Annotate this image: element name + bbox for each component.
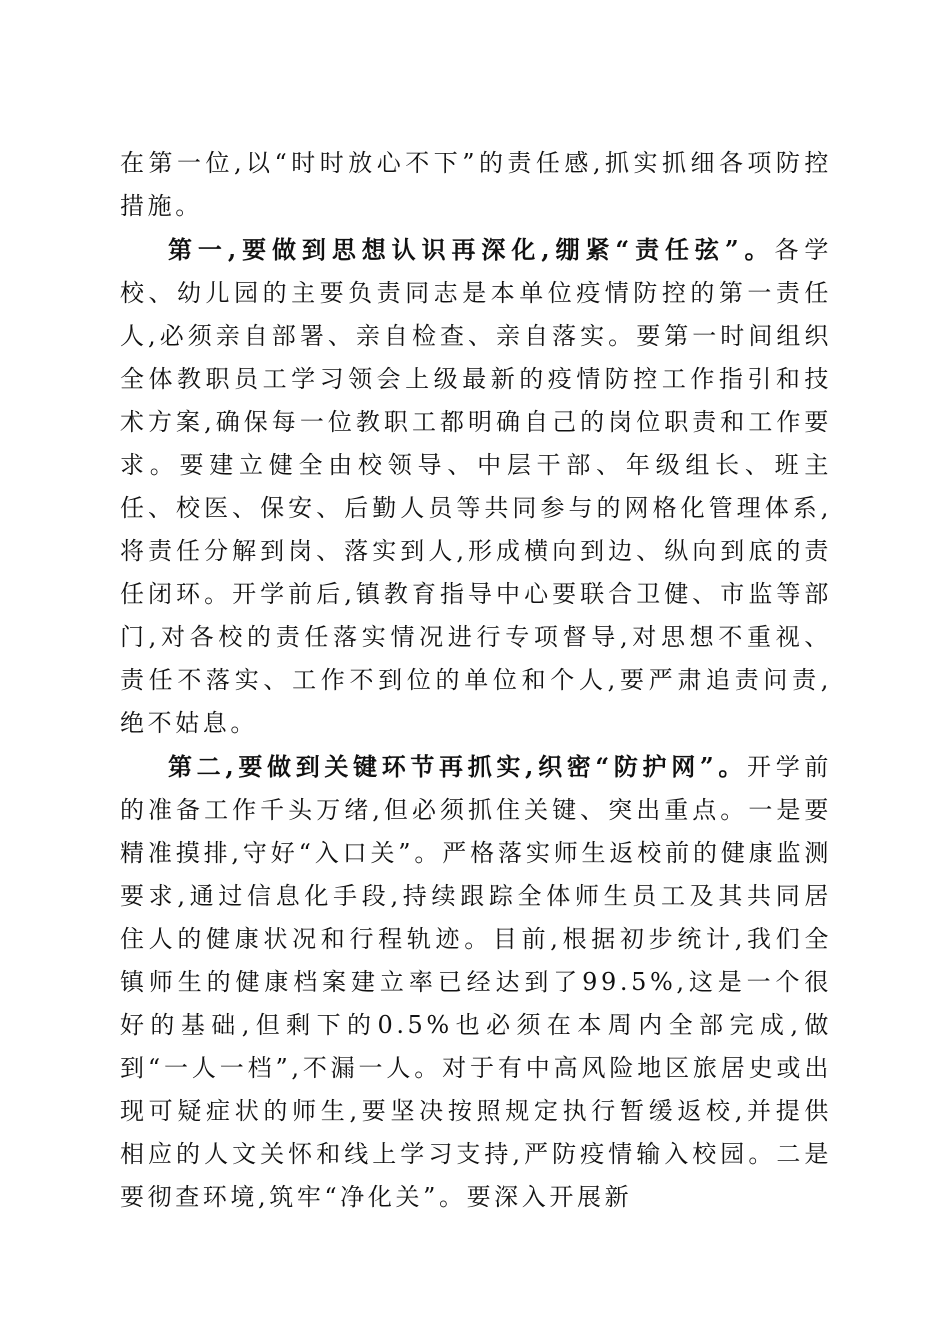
paragraph-continuation [120,142,832,228]
paragraph-body: 开学前的准备工作千头万绪,但必须抓住关键、突出重点。一是要精准摸排,守好“入口关”。严格落实师生返校前的健康监测要求,通过信息化手段,持续跟踪全体师生员工及其共同居住人的健康状况和行程轨迹。目前,根据初步统计,我们全镇师生的健康档案建立率已经达到了99.5%,这是一个很好的基础,但剩下的0.5%也必须在本周内全部完成,做到“一人一档”,不漏一人。对于有中高风险地区旅居史或出现可疑症状的师生,要坚决按照规定执行暂缓返校,并提供相应的人文关怀和线上学习支持,严防疫情输入校园。二是要彻查环境,筑牢“净化关”。要深入开展新 [120,753,832,1211]
paragraph-point-one [120,228,832,745]
paragraph-point-two [120,745,832,1219]
paragraph-heading: 第二,要做到关键环节再抓实,织密“防护网”。 [168,752,748,781]
document-body [120,142,832,1219]
paragraph-heading: 第一,要做到思想认识再深化,绷紧“责任弦”。 [168,235,775,264]
paragraph-body: 在第一位,以“时时放心不下”的责任感,抓实抓细各项防控措施。 [120,149,832,220]
paragraph-body: 各学校、幼儿园的主要负责同志是本单位疫情防控的第一责任人,必须亲自部署、亲自检查、亲自落实。要第一时间组织全体教职员工学习领会上级最新的疫情防控工作指引和技术方案,确保每一位教职工都明确自己的岗位职责和工作要求。要建立健全由校领导、中层干部、年级组长、班主任、校医、保安、后勤人员等共同参与的网格化管理体系,将责任分解到岗、落实到人,形成横向到边、纵向到底的责任闭环。开学前后,镇教育指导中心要联合卫健、市监等部门,对各校的责任落实情况进行专项督导,对思想不重视、责任不落实、工作不到位的单位和个人,要严肃追责问责,绝不姑息。 [120,236,832,737]
